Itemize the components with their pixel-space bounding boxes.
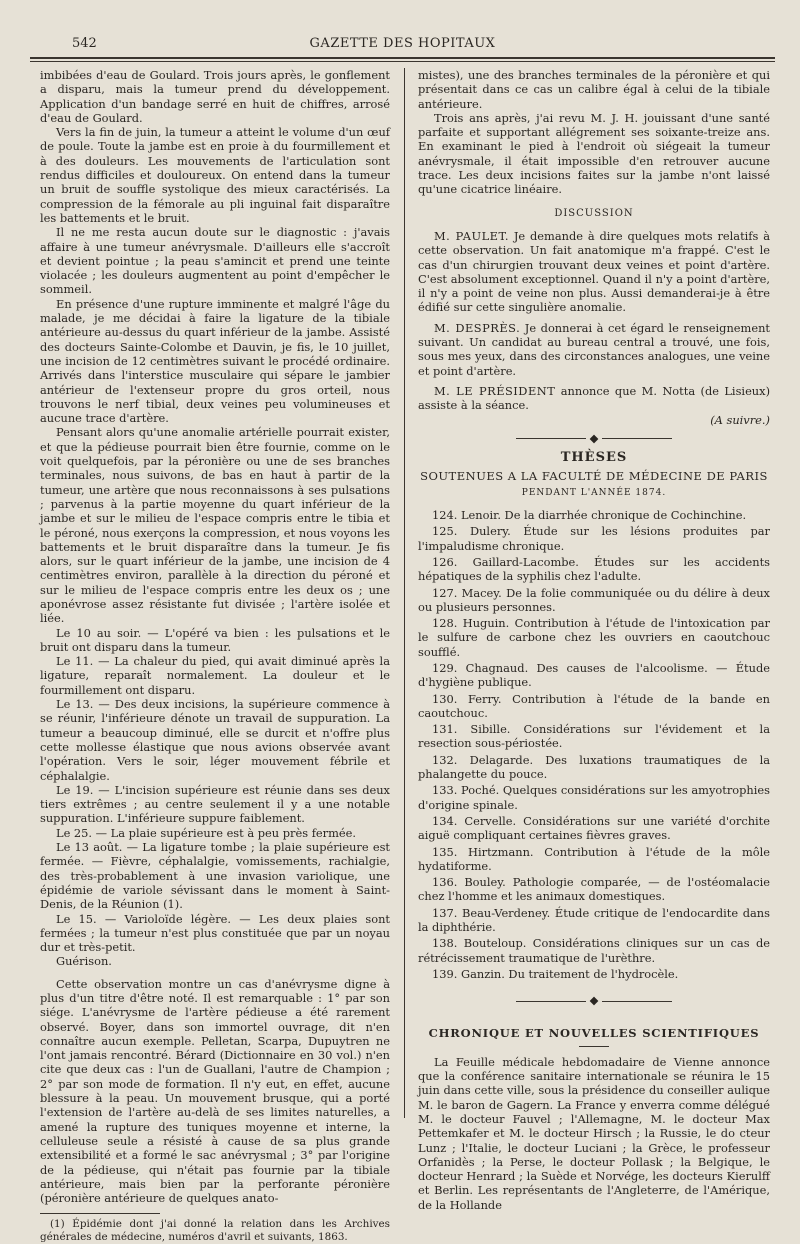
footnote-rule — [40, 1213, 160, 1214]
header-rule — [30, 57, 775, 59]
theses-subtitle: SOUTENUES A LA FACULTÉ DE MÉDECINE DE PARIS — [420, 469, 768, 484]
section-separator: ◆ — [418, 993, 770, 1007]
thesis-item: 128. Huguin. Contribution à l'étude de l'intoxication par le sulfure de carbone chez les ouvriers en caoutchouc soufflé. — [418, 616, 770, 659]
thesis-item: 139. Ganzin. Du traitement de l'hydrocèle. — [432, 966, 679, 981]
speaker: M. DESPRÈS. — [434, 320, 521, 335]
discussion-entry — [418, 321, 770, 378]
thesis-item: 129. Chagnaud. Des causes de l'alcoolisme. — Étude d'hygiène publique. — [418, 660, 770, 690]
page-number: 542 — [72, 36, 97, 51]
paragraph: Cette observation montre un cas d'anévrysme digne à plus d'un titre d'être noté. Il est remarquable : 1° par son siége. L'anévrysme de l'artère pédieuse a été rarement observé. Boyer, dans son immortel ouvrage, dit n'en connaître aucun exemple. Pelletan, Scarpa, Dupuytren ne l'ont jamais rencontré. Bérard (Dictionnaire en 30 vol.) n'en cite que deux cas : l'un de Guallani, l'autre de Champion ; 2° par son mode de formation. Il n'y eut, en effet, aucune blessure à la peau. Un mouvement brusque, qui a porté l'extension de l'artère au-delà de ses limites naturelles, a amené la rupture des tuniques moyenne et interne, la celluleuse seule a résisté à cause de sa plus grande extensibilité et a formé le sac anévrysmal ; 3° par l'origine de la pédieuse, qui n'était pas fournie par la tibiale antérieure, mais bien par la perforante péronière (péronière antérieure de quelques anato- — [40, 976, 390, 1206]
paragraph: Vers la fin de juin, la tumeur a atteint le volume d'un œuf de poule. Toute la jambe est en proie à du fourmillement et à des douleurs. Les mouvements de l'articulation sont rendus difficiles et douloureux. On entend dans la tumeur un bruit de souffle systolique des mieux caractérisés. La compression de la fémorale au pli inguinal fait disparaître les battements et le bruit. — [40, 125, 390, 225]
paragraph: Il ne me resta aucun doute sur le diagnostic : j'avais affaire à une tumeur anévrysmale. D'ailleurs elle s'accroît et devient pointue ; la peau s'amincit et prend une teinte violacée ; les douleurs augmentent au point d'empêcher le sommeil. — [40, 225, 390, 297]
page-header — [30, 30, 775, 58]
thesis-item: 124. Lenoir. De la diarrhée chronique de Cochinchine. — [432, 508, 747, 523]
paragraph: Pensant alors qu'une anomalie artérielle pourrait exister, et que la pédieuse pourrait bien être fournie, comme on le voit quelquefois, par la péronière ou une de ses branches terminales, nous suivons, de bas en haut à partir de la tumeur, une artère que nous reconnaissons à ses pulsations ; parvenus à la partie moyenne du quart inférieur de la jambe et sur le milieu de l'espace compris entre le tibia et le péroné, nous exerçons la compression, et nous voyons les battements et le bruit disparaître dans la tumeur. Je fis alors, sur le quart inférieur de la jambe, une incision de 4 centimètres environ, parallèle à la direction du péroné et sur le milieu de l'espace compris entre les deux os ; une aponévrose assez résistante fut divisée ; l'artère isolée et liée. — [40, 425, 390, 626]
journal-title: GAZETTE DES HOPITAUX — [309, 36, 496, 51]
theses-title: THÈSES — [560, 450, 628, 466]
paragraph: Guérison. — [56, 954, 112, 969]
paragraph: Le 19. — L'incision supérieure est réunie dans ses deux tiers extrêmes ; au centre seulement il y a une notable suppuration. L'inférieure suppure faiblement. — [40, 782, 390, 826]
paragraph: Trois ans après, j'ai revu M. J. H. jouissant d'une santé parfaite et supportant allégrement ses soixante-treize ans. En examinant le pied à l'endroit où siégeait la tumeur anévrysmale, il était impossible d'en retrouver aucune trace. Les deux incisions faites sur la jambe n'ont laissé qu'une cicatrice linéaire. — [418, 110, 770, 197]
speech: Je demande à dire quelques mots relatifs à cette observation. Un fait anatomique m'a frappé. C'est le cas d'un chirurgien trouvant deux veines et point d'artère. C'est absolument exceptionnel. Quand il n'y a point d'artère, il n'y a point de veine non plus. Aussi demanderai-je à être édifié sur cette singulière anomalie. — [418, 228, 770, 315]
discussion-entry — [418, 384, 770, 413]
column-rule — [404, 68, 405, 1118]
theses-year: PENDANT L'ANNÉE 1874. — [521, 487, 667, 498]
chronique-title: CHRONIQUE ET NOUVELLES SCIENTIFIQUES — [428, 1025, 760, 1040]
header-rule-thin — [30, 61, 775, 62]
thesis-item: 131. Sibille. Considérations sur l'évidement et la resection sous-périostée. — [418, 722, 770, 751]
paragraph: Le 25. — La plaie supérieure est à peu près fermée. — [56, 825, 356, 840]
speech: annonce que M. Notta (de Lisieux) assiste à la séance. — [418, 383, 771, 413]
speaker: M. LE PRÉSIDENT — [434, 383, 556, 398]
left-column — [40, 68, 390, 1244]
thesis-item: 137. Beau-Verdeney. Étude critique de l'endocardite dans la diphthérie. — [418, 905, 770, 935]
thesis-item: 126. Gaillard-Lacombe. Études sur les accidents hépatiques de la syphilis chez l'adulte. — [418, 554, 770, 584]
chronique-paragraph: La Feuille médicale hebdomadaire de Vienne annonce que la conférence sanitaire internationale se réunira le 15 juin dans cette ville, sous la présidence du conseiller aulique M. le baron de Gagern. La France y enverra comme délégué M. le docteur Fauvel ; l'Allemagne, M. le docteur Max Pettemkafer et M. le docteur Hirsch ; la Russie, le do cteur Lunz ; l'Italie, le docteur Luciani ; la Grèce, le professeur Orfanidès ; la Perse, le docteur Pollask ; la Belgique, le docteur Henrard ; la Suède et Norvége, les docteurs Kierulff et Berlin. Les représentants de l'Angleterre, de l'Amérique, de la Hollande — [418, 1054, 770, 1212]
thesis-item: 132. Delagarde. Des luxations traumatiques de la phalangette du pouce. — [418, 752, 770, 782]
paragraph: Le 10 au soir. — L'opéré va bien : les pulsations et le bruit ont disparu dans la tumeur. — [40, 625, 390, 654]
thesis-item: 136. Bouley. Pathologie comparée, — de l'ostéomalacie chez l'homme et les animaux domestiques. — [418, 875, 770, 904]
paragraph: Le 13. — Des deux incisions, la supérieure commence à se réunir, l'inférieure dénote un travail de suppuration. La tumeur a beaucoup diminué, elle se durcit et n'offre plus cette mollesse élastique que nous avions observée avant l'opération. Vers le soir, léger mouvement fébrile et céphalalgie. — [40, 697, 390, 783]
thesis-item: 138. Bouteloup. Considérations cliniques sur un cas de rétrécissement traumatique de l'urèthre. — [418, 936, 770, 965]
footnote: (1) Épidémie dont j'ai donné la relation dans les Archives générales de médecine, numéros d'avril et suivants, 1863. — [40, 1218, 390, 1244]
speaker: M. PAULET. — [434, 228, 509, 243]
paragraph: En présence d'une rupture imminente et malgré l'âge du malade, je me décidai à faire la ligature de la tibiale antérieure au-dessus du quart inférieur de la jambe. Assisté des docteurs Sainte-Colombe et Dauvin, je fis, le 10 juillet, une incision de 12 centimètres suivant le procédé ordinaire. Arrivés dans l'interstice musculaire qui sépare le jambier antérieur de l'extenseur propre du gros orteil, nous trouvons le nerf tibial, deux veines peu volumineuses et aucune trace d'artère. — [40, 296, 390, 426]
paragraph: Le 15. — Varioloïde légère. — Les deux plaies sont fermées ; la tumeur n'est plus constituée que par un noyau dur et très-petit. — [40, 911, 390, 955]
paragraph: Le 11. — La chaleur du pied, qui avait diminué après la ligature, reparaît normalement. La douleur et le fourmillement ont disparu. — [40, 654, 390, 697]
speech: Je donnerai à cet égard le renseignement suivant. Un candidat au bureau central a trouvé, une fois, sous mes yeux, dans des circonstances analogues, une veine et point d'artère. — [418, 320, 770, 378]
thesis-item: 135. Hirtzmann. Contribution à l'étude de la môle hydatiforme. — [418, 844, 770, 873]
thesis-item: 133. Poché. Quelques considérations sur les amyotrophies d'origine spinale. — [418, 783, 770, 812]
thesis-item: 127. Macey. De la folie communiquée ou du délire à deux ou plusieurs personnes. — [418, 585, 770, 614]
right-column — [418, 68, 770, 1212]
discussion-entry — [418, 229, 770, 315]
paragraph: Le 13 août. — La ligature tombe ; la plaie supérieure est fermée. — Fièvre, céphalalgie, vomissements, rachialgie, des très-probablement à une invasion variolique, une épidémie de variole sévissant dans le moment à Saint-Denis, de la Réunion (1). — [40, 840, 390, 912]
section-separator: ◆ — [418, 431, 770, 445]
thesis-item: 125. Dulery. Étude sur les lésions produites par l'impaludisme chronique. — [418, 524, 770, 553]
paragraph: imbibées d'eau de Goulard. Trois jours après, le gonflement a disparu, mais la tumeur prend du développement. Application d'un bandage serré en huit de chiffres, arrosé d'eau de Goulard. — [40, 68, 390, 125]
to-follow: (A suivre.) — [710, 412, 770, 427]
paragraph: mistes), une des branches terminales de la péronière et qui présentait dans ce cas un calibre égal à celui de la tibiale antérieure. — [418, 68, 770, 111]
discussion-title: DISCUSSION — [554, 207, 634, 219]
chronique-rule — [579, 1046, 609, 1047]
thesis-item: 134. Cervelle. Considérations sur une variété d'orchite aiguë compliquant certaines fièvres graves. — [418, 813, 770, 843]
thesis-item: 130. Ferry. Contribution à l'étude de la bande en caoutchouc. — [418, 691, 770, 720]
